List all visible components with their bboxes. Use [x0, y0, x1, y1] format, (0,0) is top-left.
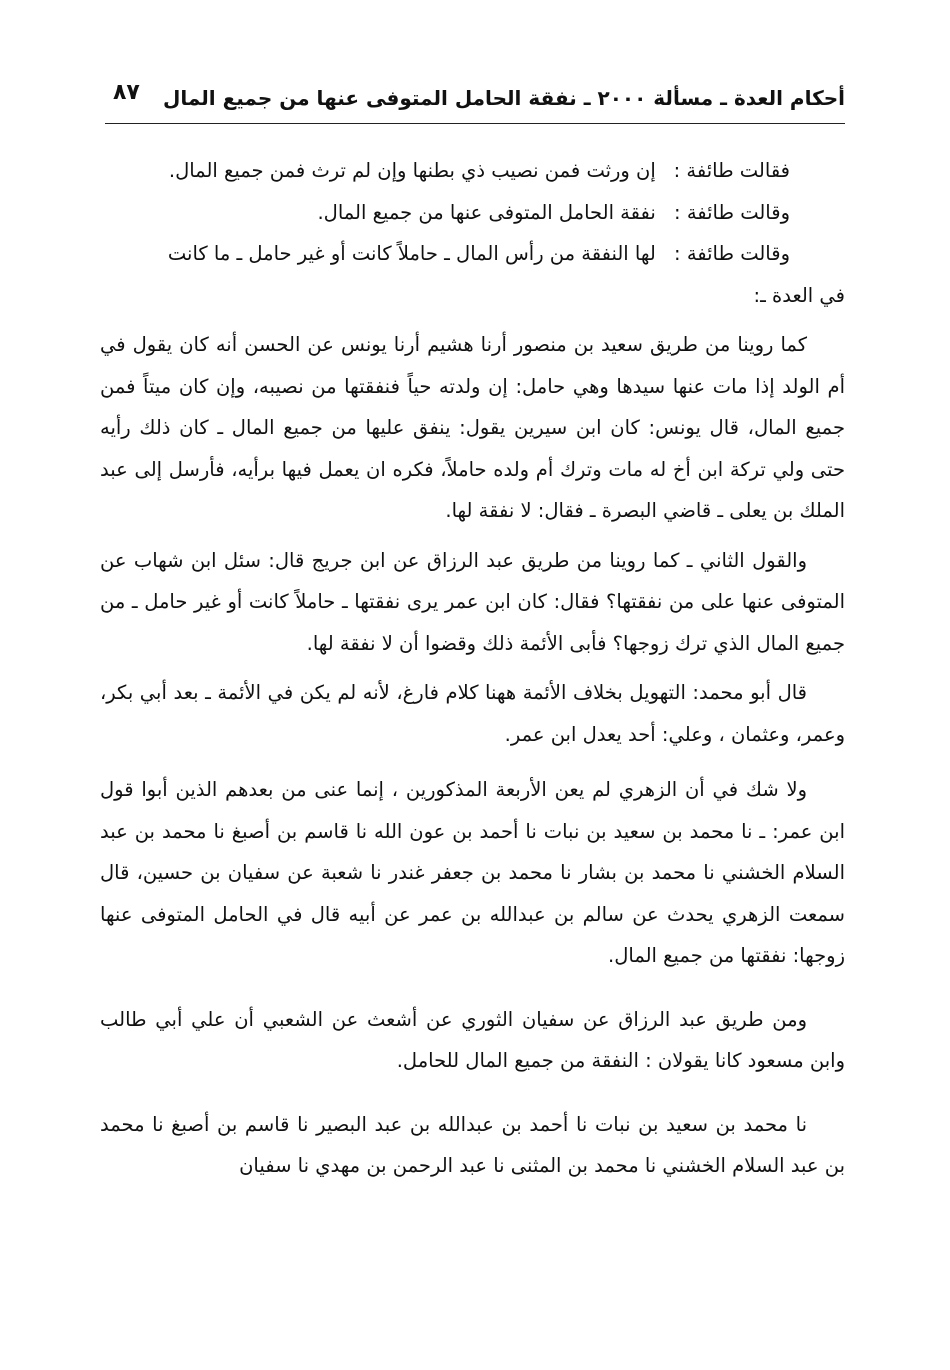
running-header — [105, 80, 845, 124]
paragraph-gap — [100, 755, 845, 769]
opinion-text: نفقة الحامل المتوفى عنها من جميع المال. — [317, 200, 656, 224]
paragraph-gap — [100, 316, 845, 324]
opinion-line — [100, 150, 845, 192]
body-paragraph: ولا شك في أن الزهري لم يعن الأربعة المذكورين ، إنما عنى من بعدهم الذين أبوا قول ابن عمر: ـ نا محمد بن سعيد بن نبات نا أحمد بن عون الله نا قاسم بن أصبغ نا محمد بن عبد السلام الخشني نا محمد بن بشار نا محمد بن جعفر غندر نا شعبة عن سفيان بن حسين، قال سمعت الزهري يحدث عن سالم بن عبدالله بن عمر عن أبيه قال في الحامل المتوفى عنها زوجها: نفقتها من جميع المال. — [100, 778, 845, 967]
paragraph-gap — [100, 1082, 845, 1104]
page-body — [100, 150, 845, 1187]
paragraph-gap — [100, 532, 845, 540]
body-paragraph: قال أبو محمد: التهويل بخلاف الأئمة ههنا كلام فارغ، لأنه لم يكن في الأئمة ـ بعد أبي بكر، وعمر، وعثمان ، وعلي: أحد يعدل ابن عمر. — [100, 681, 845, 746]
opinion-line — [100, 233, 845, 316]
opinion-label: وقالت طائفة : — [674, 242, 790, 265]
header-title: أحكام العدة ـ مسألة ٢٠٠٠ ـ نفقة الحامل المتوفى عنها من جميع المال — [163, 86, 845, 110]
body-paragraph: والقول الثاني ـ كما روينا من طريق عبد الرزاق عن ابن جريج قال: سئل ابن شهاب عن المتوفى عنها على من نفقتها؟ فقال: كان ابن عمر يرى نفقتها ـ حاملاً كانت أو غير حامل ـ من جميع المال الذي ترك زوجها؟ فأبى الأئمة ذلك وقضوا أن لا نفقة لها. — [100, 548, 845, 655]
header-rule — [105, 123, 845, 124]
paragraph-gap — [100, 977, 845, 999]
body-paragraph: نا محمد بن سعيد بن نبات نا أحمد بن عبدالله بن عبد البصير نا قاسم بن أصبغ نا محمد بن عبد السلام الخشني نا محمد بن المثنى نا عبد الرحمن بن مهدي نا سفيان — [100, 1112, 845, 1177]
opinion-text: لها النفقة من رأس المال ـ حاملاً كانت أو غير حامل ـ ما كانت — [167, 242, 656, 265]
body-paragraph: ومن طريق عبد الرزاق عن سفيان الثوري عن أشعث عن الشعبي أن علي أبي طالب وابن مسعود كانا يقولان : النفقة من جميع المال للحامل. — [100, 1007, 845, 1072]
opinion-label: فقالت طائفة : — [673, 159, 790, 182]
opinion-label: وقالت طائفة : — [674, 200, 790, 224]
paragraph-gap — [100, 664, 845, 672]
opinion-continuation: في العدة ـ: — [753, 283, 845, 307]
opinion-line — [100, 192, 845, 234]
body-paragraph: كما روينا من طريق سعيد بن منصور أرنا هشيم أرنا يونس عن الحسن أنه كان يقول في أم الولد إذا مات عنها سيدها وهي حامل: إن ولدته حياً فنفقتها من نصيبه، وإن كان ميتاً فمن جميع المال، قال يونس: كان ابن سيرين يقول: ينفق عليها من جميع المال ـ كان ذلك رأيه حتى ولي تركة ابن أخ له مات وترك أم ولده حاملاً، فكره ان يعمل فيها برأيه، فأرسل إلى عبد الملك بن يعلى ـ قاضي البصرة ـ فقال: لا نفقة لها. — [100, 333, 845, 522]
page-number: ٨٧ — [113, 80, 140, 105]
opinion-text: إن ورثت فمن نصيب ذي بطنها وإن لم ترث فمن جميع المال. — [168, 159, 656, 182]
